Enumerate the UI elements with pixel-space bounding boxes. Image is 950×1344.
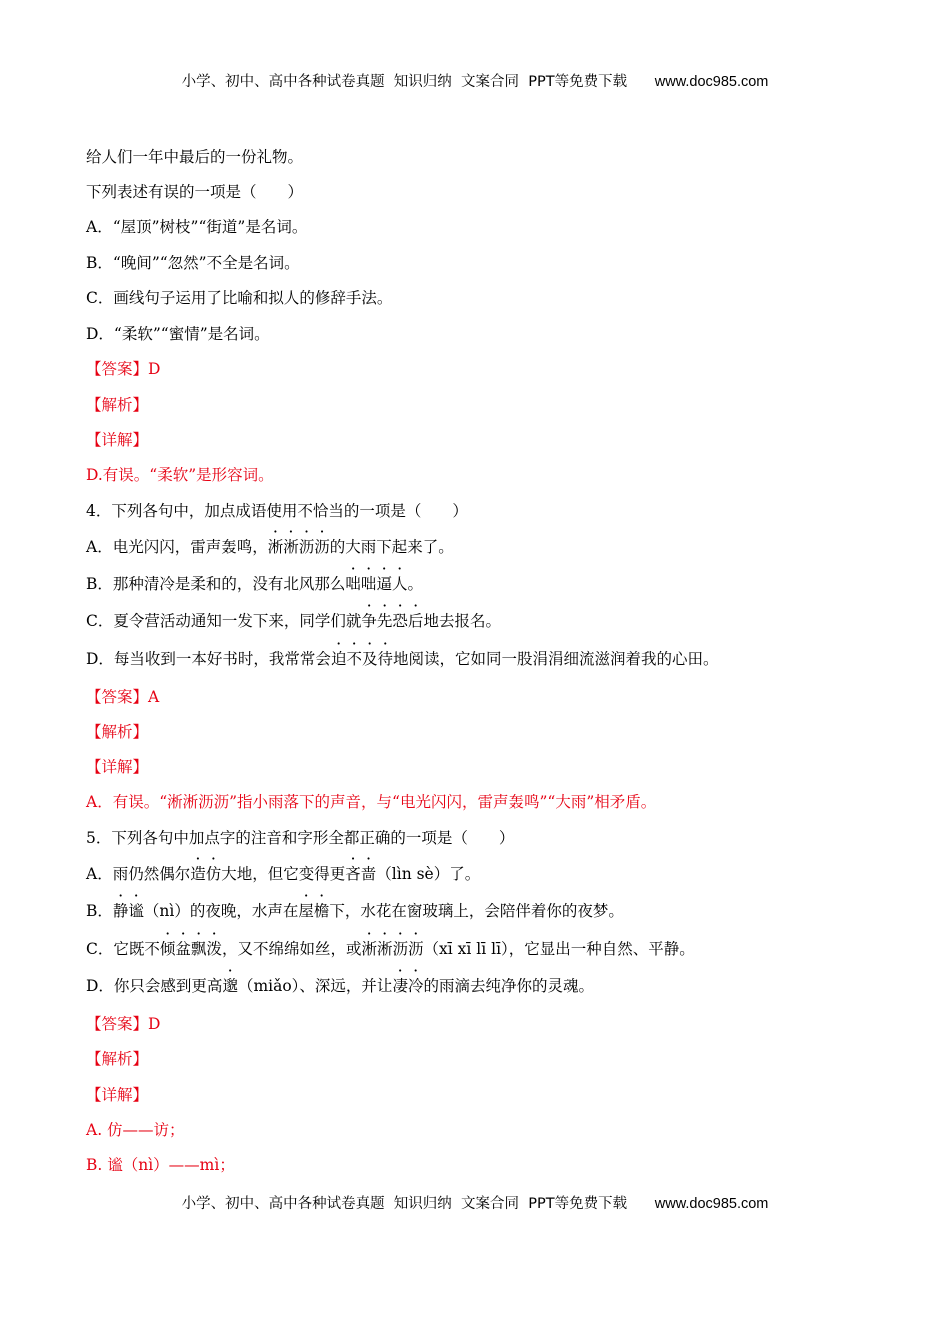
- dotted-char: 盆: [175, 940, 191, 958]
- dotted-idiom: [160, 940, 222, 958]
- option-text: ，又不绵绵如丝，或: [221, 940, 362, 958]
- dotted-char: 屋: [298, 902, 314, 920]
- option-text: （miǎo）、深远，并让: [237, 977, 393, 995]
- q5-option-a: [86, 864, 480, 884]
- dotted-idiom: [361, 940, 423, 958]
- dotted-char: 邈: [222, 977, 238, 995]
- detail-label: 【详解】: [86, 758, 149, 776]
- option-text: B．那种清冷是柔和的，没有北风那么: [86, 575, 346, 593]
- page-footer: [0, 1192, 950, 1213]
- option-text: （lìn sè）了。: [376, 865, 481, 883]
- dotted-char: 泼: [206, 940, 222, 958]
- detail-label: 【详解】: [86, 1086, 149, 1104]
- dotted-char: 待: [377, 650, 393, 668]
- dotted-char: 飘: [190, 940, 207, 958]
- detail-text: D.有误。“柔软”是形容词。: [86, 466, 274, 484]
- analysis-label: 【解析】: [86, 723, 149, 741]
- detail-label: 【详解】: [86, 431, 149, 449]
- q5-option-d: [86, 976, 594, 996]
- footer-text: 小学、初中、高中各种试卷真题 知识归纳 文案合同 PPT等免费下载: [181, 1196, 628, 1212]
- dotted-char: 后: [407, 612, 424, 630]
- q4-option-d: [86, 649, 719, 669]
- dotted-char: 咄: [360, 575, 377, 593]
- option-text: C．它既不: [86, 940, 160, 958]
- option-text: A．电光闪闪，雷声轰鸣，: [86, 538, 268, 556]
- dotted-char: 冷: [407, 977, 424, 995]
- option-text: A．雨仍然偶尔: [86, 865, 191, 883]
- option-text: 的雨滴去纯净你的灵魂。: [423, 977, 594, 995]
- dotted-char: 倾: [159, 940, 176, 958]
- option-text: 的大雨下起来了。: [329, 538, 454, 556]
- option-c: C．画线句子运用了比喻和拟人的修辞手法。: [86, 289, 393, 307]
- dotted-char: 沥: [314, 538, 330, 556]
- option-text: 地阅读，它如同一股涓涓细流滋润着我的心田。: [393, 650, 719, 668]
- dotted-char: 先: [376, 612, 393, 630]
- dotted-char: 檐: [313, 902, 330, 920]
- detail-text: B. 谧（nì）——mì；: [86, 1156, 235, 1174]
- dotted-char: 淅: [376, 940, 393, 958]
- option-text: B．: [86, 902, 113, 920]
- option-text: （nì）的夜晚，水声在: [143, 902, 299, 920]
- dotted-char: 啬: [360, 865, 377, 883]
- option-text: 地去报名。: [423, 612, 501, 630]
- dotted-char: 淅: [361, 940, 377, 958]
- dotted-char: 咄: [345, 575, 361, 593]
- question-5: 5．下列各句中加点字的注音和字形全都正确的一项是（ ）: [86, 829, 515, 847]
- dotted-idiom: [361, 612, 423, 630]
- dotted-idiom: [331, 650, 393, 668]
- answer-label: 【答案】A: [86, 688, 160, 706]
- dotted-char: 吝: [345, 865, 361, 883]
- dotted-char: 逼: [376, 575, 392, 593]
- page-header: [0, 70, 950, 91]
- dotted-idiom: [268, 538, 330, 556]
- dotted-char: 恐: [392, 612, 408, 630]
- header-site-link[interactable]: www.doc985.com: [654, 74, 769, 90]
- option-a: A．“屋顶”树枝”“街道”是名词。: [86, 218, 308, 236]
- answer-label: 【答案】D: [86, 360, 161, 378]
- option-text: 大地，但它变得更: [221, 865, 346, 883]
- q4-option-c: [86, 611, 501, 631]
- dotted-char: 沥: [408, 940, 424, 958]
- option-text: D．你只会感到更高: [86, 977, 223, 995]
- q4-option-b: [86, 574, 423, 594]
- option-text: （xī xī lī lī），它显出一种自然、平静。: [423, 940, 695, 958]
- text-line: 给人们一年中最后的一份礼物。: [86, 148, 304, 166]
- dotted-char: 仿: [205, 865, 222, 883]
- option-text: C．夏令营活动通知一发下来，同学们就: [86, 612, 362, 630]
- dotted-char: 淅: [267, 538, 284, 556]
- option-text: 下，水花在窗玻璃上，会陪伴着你的夜梦。: [329, 902, 624, 920]
- q5-option-c: [86, 939, 695, 959]
- dotted-char: 静: [112, 902, 129, 920]
- dotted-char: 谧: [128, 902, 144, 920]
- dotted-idiom: [345, 575, 407, 593]
- dotted-char: 淅: [283, 538, 299, 556]
- footer-site-link[interactable]: www.doc985.com: [654, 1196, 769, 1212]
- option-text: D．每当收到一本好书时，我常常会: [86, 650, 331, 668]
- analysis-label: 【解析】: [86, 396, 149, 414]
- detail-text: A. 仿——访；: [86, 1121, 185, 1139]
- dotted-char: 凄: [392, 977, 408, 995]
- analysis-label: 【解析】: [86, 1050, 149, 1068]
- option-text: 。: [407, 575, 423, 593]
- option-d: D．“柔软”“蜜情”是名词。: [86, 325, 270, 343]
- header-text: 小学、初中、高中各种试卷真题 知识归纳 文案合同 PPT等免费下载: [181, 74, 628, 90]
- dotted-char: 沥: [298, 538, 315, 556]
- dotted-char: 造: [190, 865, 206, 883]
- dotted-char: 及: [361, 650, 378, 668]
- question-prompt: 下列表述有误的一项是（ ）: [86, 183, 304, 201]
- answer-label: 【答案】D: [86, 1015, 161, 1033]
- q5-option-b: [86, 901, 624, 921]
- q4-option-a: [86, 537, 454, 557]
- detail-text: A．有误。“淅淅沥沥”指小雨落下的声音，与“电光闪闪，雷声轰鸣”“大雨”相矛盾。: [86, 793, 657, 811]
- dotted-char: 争: [361, 612, 377, 630]
- dotted-char: 沥: [392, 940, 408, 958]
- dotted-char: 人: [391, 575, 408, 593]
- question-4: 4．下列各句中，加点成语使用不恰当的一项是（ ）: [86, 502, 468, 520]
- dotted-char: 迫: [330, 650, 347, 668]
- option-b: B．“晚间”“忽然”不全是名词。: [86, 254, 300, 272]
- dotted-char: 不: [346, 650, 362, 668]
